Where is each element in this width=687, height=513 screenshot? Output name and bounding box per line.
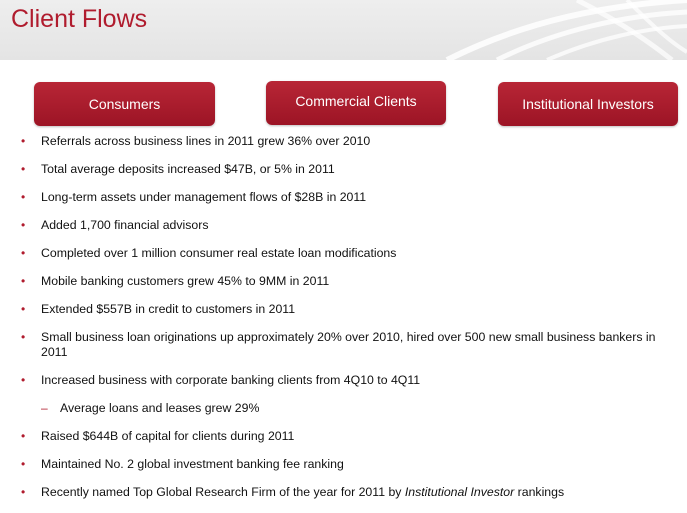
list-item-text: Raised $644B of capital for clients during 2011 xyxy=(41,429,295,443)
tab-commercial-clients-label: Commercial Clients xyxy=(295,93,417,109)
list-item-text: Total average deposits increased $47B, or 5% in 2011 xyxy=(41,162,335,176)
list-item-text: Added 1,700 financial advisors xyxy=(41,218,209,232)
list-item xyxy=(0,302,687,317)
list-item-text: Mobile banking customers grew 45% to 9MM in 2011 xyxy=(41,274,330,288)
bullet-icon: • xyxy=(21,485,26,499)
list-item-text: Increased business with corporate banking clients from 4Q10 to 4Q11 xyxy=(41,373,421,387)
list-item-text: Maintained No. 2 global investment banking fee ranking xyxy=(41,457,344,471)
sub-list-item xyxy=(0,401,687,416)
list-item xyxy=(0,330,687,360)
bullet-icon: • xyxy=(21,134,26,148)
tab-institutional-investors[interactable] xyxy=(498,82,678,126)
tab-consumers[interactable] xyxy=(34,82,215,126)
list-item-text: Small business loan originations up approximately 20% over 2010, hired over 500 new small business bankers in 2011 xyxy=(41,330,656,359)
bullet-icon: • xyxy=(21,218,26,232)
bullet-icon: • xyxy=(21,274,26,288)
list-item-text: Long-term assets under management flows of $28B in 2011 xyxy=(41,190,367,204)
tab-commercial-clients[interactable] xyxy=(266,81,446,125)
list-item xyxy=(0,274,687,289)
list-item xyxy=(0,485,687,500)
bullet-icon: • xyxy=(21,330,26,344)
list-item xyxy=(0,162,687,177)
list-item xyxy=(0,218,687,233)
bullet-icon: • xyxy=(21,373,26,387)
page-title: Client Flows xyxy=(11,5,148,33)
highlights-list xyxy=(0,134,687,513)
list-item-text: Completed over 1 million consumer real estate loan modifications xyxy=(41,246,397,260)
tab-institutional-investors-label: Institutional Investors xyxy=(522,96,654,112)
bullet-icon: • xyxy=(21,246,26,260)
bullet-icon: • xyxy=(21,429,26,443)
bullet-icon: • xyxy=(21,302,26,316)
list-item xyxy=(0,246,687,261)
list-item xyxy=(0,429,687,444)
list-item-text: Referrals across business lines in 2011 grew 36% over 2010 xyxy=(41,134,371,148)
publication-name: Institutional Investor xyxy=(404,485,515,499)
list-item-text-after: rankings xyxy=(514,485,565,499)
list-item-text: Extended $557B in credit to customers in 2011 xyxy=(41,302,296,316)
list-item xyxy=(0,190,687,205)
tab-consumers-label: Consumers xyxy=(88,96,161,112)
client-segment-tabs xyxy=(0,0,687,130)
bullet-icon: • xyxy=(21,190,26,204)
list-item xyxy=(0,134,687,149)
list-item-text: Average loans and leases grew 29% xyxy=(60,401,260,415)
dash-icon: – xyxy=(41,401,48,415)
bullet-icon: • xyxy=(21,457,26,471)
list-item xyxy=(0,373,687,388)
list-item-text-before: Recently named Top Global Research Firm of the year for 2011 by xyxy=(41,485,405,499)
bullet-icon: • xyxy=(21,162,26,176)
list-item xyxy=(0,457,687,472)
